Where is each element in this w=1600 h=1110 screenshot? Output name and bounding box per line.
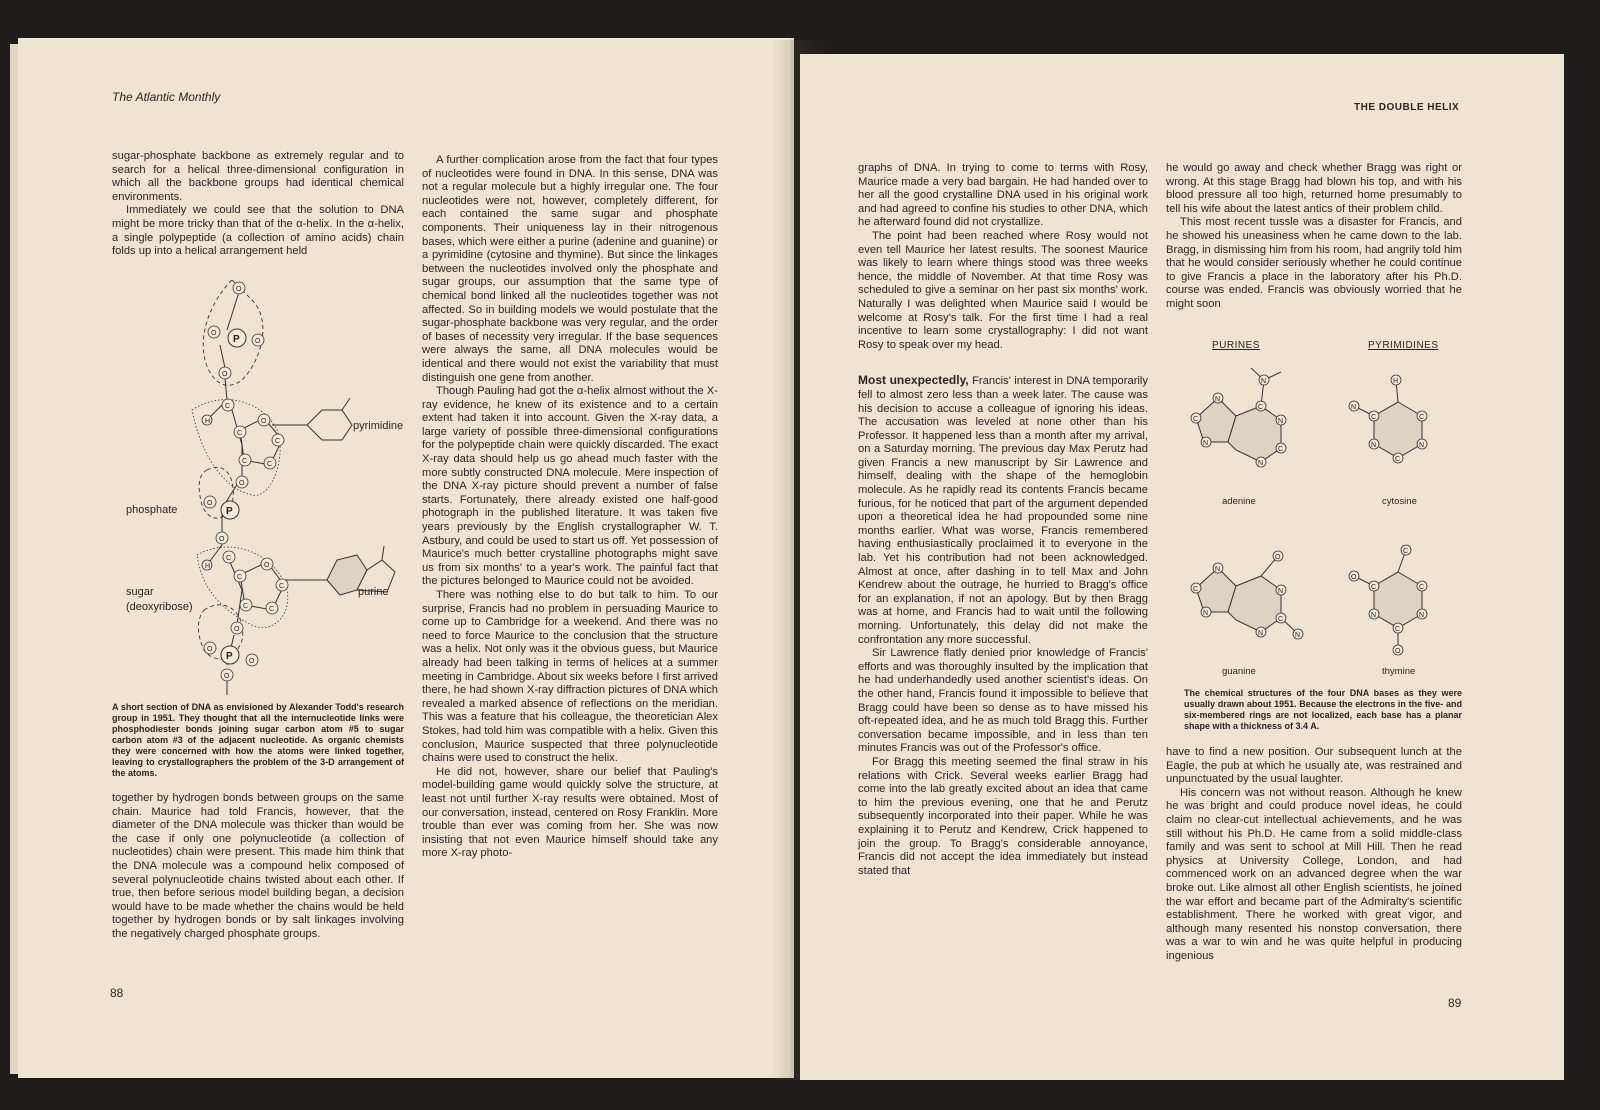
svg-text:N: N [1295, 632, 1301, 639]
svg-text:N: N [1203, 610, 1209, 617]
label-deoxyribose: (deoxyribose) [126, 601, 193, 613]
svg-text:C: C [237, 574, 243, 581]
label-guanine: guanine [1222, 666, 1256, 677]
paragraph: The point had been reached where Rosy would not even tell Maurice her latest results. The soonest Maurice was likely to learn where things stood was three weeks hence, the middle of November. At that time Rosy was scheduled to give a seminar on her past six months' work. Naturally I was delighted when Maurice said I would be welcome at Rosy's talk. For the first time I had a real incentive to learn some crystallography: I did not want Rosy to speak over my head. [858, 229, 1148, 351]
svg-text:P: P [226, 651, 233, 662]
paragraph: A further complication arose from the fact that four types of nucleotides were found in DNA. In this sense, DNA was not a regular molecule but a highly irregular one. The four nucleotides were not, however, completely different, for each contained the same sugar and phosphate components. Their uniqueness lay in their nitrogenous bases, which were either a purine (adenine and guanine) or a pyrimidine (cytosine and thymine). But since the linkages between the nucleotides involved only the phosphate and sugar groups, our assumption that the same type of chemical bond linked all the nucleotides together was not affected. So in building models we would postulate that the sugar-phosphate backbone was very regular, and the order of bases of necessity very irregular. If the base sequences were always the same, all DNA molecules would be identical and there would not exist the variability that must distinguish one gene from another. [422, 154, 718, 384]
svg-text:H: H [1393, 378, 1399, 385]
svg-text:O: O [219, 536, 225, 543]
svg-text:O: O [261, 418, 267, 425]
svg-text:P: P [226, 506, 233, 517]
left-page [18, 38, 794, 1078]
running-head-right: THE DOUBLE HELIX [1354, 102, 1460, 113]
svg-text:C: C [269, 606, 275, 613]
svg-text:O: O [1351, 574, 1357, 581]
svg-text:N: N [1258, 460, 1264, 467]
label-cytosine: cytosine [1382, 496, 1417, 507]
svg-text:C: C [1395, 626, 1401, 633]
purines-heading: PURINES [1212, 340, 1260, 351]
svg-text:C: C [1278, 446, 1284, 453]
right-page [800, 54, 1564, 1080]
right-col2-bottom [1166, 746, 1462, 964]
label-phosphate: phosphate [126, 504, 178, 516]
paragraph: have to find a new position. Our subsequent lunch at the Eagle, the pub at which he usually ate, was restrained and unpunctuated by the usual laughter. [1166, 746, 1462, 786]
paragraph: Though Pauling had got the α-helix almost without the X-ray evidence, he knew of its existence and to a certain extent had taken it into account. Given the X-ray data, a large variety of possible three-dimensional configurations for the polypeptide chain were quickly discarded. The exact X-ray data should help us go ahead much faster with the more subtly constructed DNA molecule. Mere inspection of the DNA X-ray picture should prevent a number of false starts. Fortunately, there already existed one half-good photograph in the published literature. It was taken five years previously by the English crystallographer W. T. Astbury, and could be used to start us off. Yet possession of Maurice's much better crystalline photographs might save us from six months' to a year's work. The painful fact that the pictures belonged to Maurice could not be avoided. [422, 385, 718, 588]
label-adenine: adenine [1222, 496, 1256, 507]
svg-text:O: O [1395, 648, 1401, 655]
svg-text:N: N [1278, 418, 1284, 425]
svg-text:O: O [222, 371, 228, 378]
svg-text:C: C [1419, 414, 1425, 421]
pyrimidines-heading: PYRIMIDINES [1368, 340, 1439, 351]
svg-text:O: O [224, 673, 230, 680]
svg-text:N: N [1258, 630, 1264, 637]
paragraph: For Bragg this meeting seemed the final straw in his relations with Crick. Several weeks earlier Bragg had come into the lab greatly excited about an idea that came to him the previous evening, one that he and Perutz subsequently incorporated into their paper. While he was explaining it to Perutz and Kendrew, Crick happened to join the group. To Bragg's considerable annoyance, Francis did not accept the idea immediately but instead stated that [858, 755, 1148, 877]
figure-caption: A short section of DNA as envisioned by Alexander Todd's research group in 1951. They thought that all the internucleotide links were phosphodiester bonds joining sugar carbon atom #5 to sugar carbon atom #3 of the adjacent nucleotide. As organic chemists they were concerned with how the atoms were linked together, leaving to crystallographers the problem of the 3-D arrangement of the atoms. [112, 702, 404, 778]
lead-in: Most unexpectedly, [858, 373, 969, 388]
svg-text:C: C [1371, 584, 1377, 591]
paragraph-lead: Most unexpectedly, Francis' interest in DNA temporarily fell to almost zero less than a week later. The cause was his decision to accuse a colleague of ignoring his ideas. The accusation was leveled at none other than his Professor. It happened less than a month after my arrival, on a Saturday morning. The previous day Max Perutz had given Francis a new manuscript by Sir Lawrence and himself, dealing with the shape of the hemoglobin molecule. As he rapidly read its contents Francis became furious, for he noticed that part of the argument depended upon a theoretical idea he had propounded some nine months earlier. What was worse, Francis remembered having enthusiastically proclaimed it to everyone in the lab. Yet his contribution had not been acknowledged. Almost at once, after dashing in to tell Max and John Kendrew about the outrage, he hurried to Bragg's office for an explanation, if not an apology. But by then Bragg was at home, and Francis had to wait until the following morning. Unfortunately, this delay did not make the confrontation any more successful. [858, 373, 1148, 646]
svg-text:O: O [239, 480, 245, 487]
svg-text:N: N [1215, 566, 1221, 573]
paragraph: Immediately we could see that the solution to DNA might be more tricky than that of the α-helix. In the α-helix, a single polypeptide (a collection of amino acids) chain folds up into a helical arrangement held [112, 204, 404, 258]
svg-text:C: C [1193, 586, 1199, 593]
paragraph: Sir Lawrence flatly denied prior knowledge of Francis' efforts and was thoroughly insulted by the implication that he had underhandedly used another scientist's ideas. On the other hand, Francis found it impossible to believe that Bragg could have been so dense as to have missed his oft-repeated idea, and he as much told Bragg this. Further conversation became impossible, and in less than ten minutes Francis was out of the Professor's office. [858, 647, 1148, 755]
page-number-right: 89 [1448, 996, 1462, 1010]
svg-text:O: O [236, 286, 242, 293]
svg-text:N: N [1371, 612, 1377, 619]
svg-text:C: C [267, 461, 273, 468]
svg-text:N: N [1261, 378, 1267, 385]
svg-text:O: O [234, 626, 240, 633]
paragraph: graphs of DNA. In trying to come to terms with Rosy, Maurice made a very bad bargain. He had handed over to her all the good crystalline DNA used in his original work and had agreed to confine his studies to other DNA, which he afterward found did not crystallize. [858, 162, 1148, 229]
paragraph: His concern was not without reason. Although he knew he was bright and could produce novel ideas, he could claim no clear-cut intellectual achievements, and he was still without his Ph.D. He came from a solid middle-class family and was sent to school at Mill Hill. Then he read physics at University College, London, and had commenced work on an advanced degree when the war broke out. Like almost all other English scientists, he joined the war effort and became part of the Admiralty's scientific establishment. There he worked with great vigor, and although many resented his nonstop conversation, there was a war to win and he was quite helpful in producing ingenious [1166, 786, 1462, 962]
svg-text:N: N [1419, 442, 1425, 449]
svg-text:O: O [255, 338, 261, 345]
label-sugar: sugar [126, 586, 154, 598]
svg-text:N: N [1278, 588, 1284, 595]
right-col1 [858, 162, 1148, 878]
guanine-structure [1191, 551, 1303, 639]
svg-text:C: C [225, 403, 231, 410]
svg-text:H: H [205, 563, 211, 570]
label-pyrimidine: pyrimidine [353, 420, 404, 432]
dna-bases-figure [1166, 358, 1466, 688]
svg-text:H: H [205, 418, 211, 425]
svg-text:C: C [1403, 548, 1409, 555]
label-thymine: thymine [1382, 666, 1416, 677]
svg-text:C: C [242, 458, 248, 465]
left-col2 [422, 154, 718, 861]
svg-text:C: C [1278, 616, 1284, 623]
svg-text:N: N [1371, 442, 1377, 449]
svg-text:C: C [1193, 416, 1199, 423]
dna-section-figure [112, 270, 412, 700]
svg-text:P: P [233, 334, 240, 345]
svg-text:N: N [1215, 396, 1221, 403]
svg-text:N: N [1419, 612, 1425, 619]
svg-text:O: O [207, 646, 213, 653]
svg-text:O: O [211, 330, 217, 337]
paragraph: This most recent tussle was a disaster for Francis, and he showed his uneasiness when he came down to the lab. Bragg, in dismissing him from his room, had angrily told him that he would consider seriously whether he could continue to give Francis a place in the laboratory after his Ph.D. course was ended. Francis was obviously worried that he might soon [1166, 216, 1462, 310]
paragraph: There was nothing else to do but talk to him. To our surprise, Francis had no problem in persuading Maurice to come up to Cambridge for a weekend. And there was no need to force Maurice to the conclusion that the structure was a helix. Not only was it the obvious guess, but Maurice already had been talking in terms of helices at a summer meeting in Cambridge. About six weeks before I first arrived there, he had shown X-ray diffraction pictures of DNA which revealed a marked absence of reflections on the meridian. This was a feature that his colleague, the theoretician Alex Stokes, had told him was compatible with a helix. Given this conclusion, Maurice suspected that three polynucleotide chains were used to construct the helix. [422, 589, 718, 765]
left-col1-bottom [112, 792, 404, 942]
svg-text:C: C [1419, 584, 1425, 591]
svg-text:C: C [1371, 414, 1377, 421]
svg-text:C: C [1395, 456, 1401, 463]
svg-text:N: N [1203, 440, 1209, 447]
svg-text:O: O [249, 658, 255, 665]
paragraph: sugar-phosphate backbone as extremely regular and to search for a helical three-dimensional configuration in which all the backbone groups had identical chemical environments. [112, 150, 404, 203]
right-col2-top [1166, 162, 1462, 312]
svg-text:C: C [279, 583, 285, 590]
label-purine: purine [358, 586, 389, 598]
svg-text:C: C [1258, 404, 1264, 411]
svg-text:C: C [243, 603, 249, 610]
left-col1-top [112, 150, 404, 259]
cytosine-structure [1349, 375, 1427, 463]
svg-text:C: C [275, 438, 281, 445]
svg-text:C: C [226, 555, 232, 562]
svg-text:O: O [207, 500, 213, 507]
figure-caption: The chemical structures of the four DNA bases as they were usually drawn about 1951. Because the electrons in the five- and six-membered rings are not localized, each base has a planar shape with a thickness of 3.4 A. [1184, 688, 1462, 731]
thymine-structure [1349, 545, 1427, 655]
paragraph: together by hydrogen bonds between groups on the same chain. Maurice had told Francis, however, that the diameter of the DNA molecule was thicker than would be the case if only one polynucleotide (a collection of nucleotides) chain were present. This made him think that the DNA molecule was a compound helix composed of several polynucleotide chains twisted about each other. If true, then before serious model building began, a decision would have to be made whether the chains would be held together by hydrogen bonds or by salt linkages involving the negatively charged phosphate groups. [112, 792, 404, 940]
running-head-left: The Atlantic Monthly [112, 90, 221, 104]
page-number-left: 88 [110, 986, 124, 1000]
svg-text:O: O [264, 562, 270, 569]
svg-text:C: C [237, 430, 243, 437]
paragraph: he would go away and check whether Bragg was right or wrong. At this stage Bragg had blown his top, and with his blood pressure all too high, returned home presumably to tell his wife about the latest antics of their problem child. [1166, 162, 1462, 215]
adenine-structure [1191, 368, 1286, 467]
paragraph: He did not, however, share our belief that Pauling's model-building game would quickly solve the structure, at least not until further X-ray results were obtained. Most of our conversation, instead, centered on Rosy Franklin. More trouble than ever was coming from her. She was now insisting that not even Maurice himself should take any more X-ray photo- [422, 765, 718, 860]
svg-text:N: N [1351, 404, 1357, 411]
svg-text:O: O [1275, 554, 1281, 561]
